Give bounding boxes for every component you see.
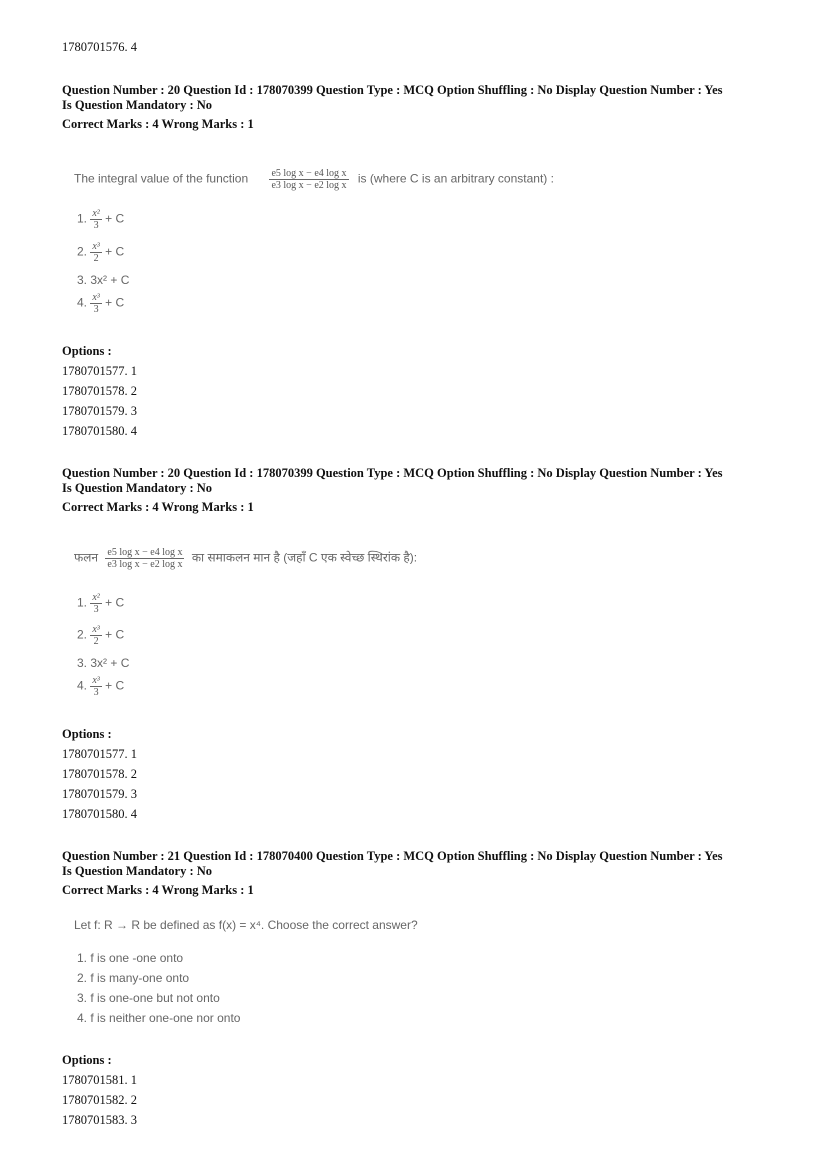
- option-line: 1780701579. 3: [62, 404, 137, 418]
- option-line: 1780701582. 2: [62, 1093, 137, 1107]
- answer-choice-2: 2. $\frac{\text{x³}}{2}$ + C: [77, 241, 125, 264]
- option-line: 1780701579. 3: [62, 787, 137, 801]
- question-mandatory: Is Question Mandatory : No: [62, 864, 213, 878]
- question-text: फलन $\frac{\text{e5 log x − e4 log x}}{\text{e3 log x − e2 log x}}$ का समाकलन मान है (जहाँ C एक स्वेच्छ स्थिरांक है):: [74, 547, 418, 570]
- question-marks: Correct Marks : 4 Wrong Marks : 1: [62, 117, 254, 131]
- options-label: Options :: [62, 727, 112, 741]
- option-line: 1780701578. 2: [62, 767, 137, 781]
- answer-choice-2: 2. $\frac{\text{x³}}{2}$ + C: [77, 624, 125, 647]
- option-line: 1780701583. 3: [62, 1113, 137, 1127]
- function-fraction: $\frac{\text{e5 log x − e4 log x}}{\text{e3 log x − e2 log x}}$: [107, 547, 183, 570]
- question-header: Question Number : 20 Question Id : 178070399 Question Type : MCQ Option Shuffling : No Display Question Number : Yes: [62, 466, 723, 480]
- answer-choice-2: 2. f is many-one onto: [77, 971, 190, 985]
- answer-choice-4: 4. $\frac{\text{x³}}{3}$ + C: [77, 292, 125, 315]
- option-line: 1780701580. 4: [62, 424, 137, 438]
- option-line: 1780701580. 4: [62, 807, 137, 821]
- option-line: 1780701577. 1: [62, 747, 137, 761]
- answer-choice-3: 3. 3x² + C: [77, 273, 130, 287]
- answer-choice-1: 1. $\frac{\text{x²}}{3}$ + C: [77, 592, 125, 615]
- question-mandatory: Is Question Mandatory : No: [62, 481, 213, 495]
- option-line: 1780701576. 4: [62, 40, 137, 54]
- option-line: 1780701577. 1: [62, 364, 137, 378]
- function-fraction: $\frac{\text{e5 log x − e4 log x}}{\text{e3 log x − e2 log x}}$: [271, 168, 347, 191]
- answer-choice-3: 3. f is one-one but not onto: [77, 991, 220, 1005]
- answer-choice-4: 4. f is neither one-one nor onto: [77, 1011, 241, 1025]
- answer-choice-1: 1. $\frac{\text{x²}}{3}$ + C: [77, 208, 125, 231]
- option-line: 1780701581. 1: [62, 1073, 137, 1087]
- question-header: Question Number : 20 Question Id : 178070399 Question Type : MCQ Option Shuffling : No Display Question Number : Yes: [62, 83, 723, 97]
- question-text: The integral value of the function $\frac{\text{e5 log x − e4 log x}}{\text{e3 log x − e2 log x}}$ is (where C is an arbitrary constant) :: [74, 168, 554, 191]
- answer-choice-3: 3. 3x² + C: [77, 656, 130, 670]
- question-marks: Correct Marks : 4 Wrong Marks : 1: [62, 500, 254, 514]
- question-text: Let f: R → R be defined as f(x) = x⁴. Choose the correct answer?: [74, 918, 418, 932]
- answer-choice-1: 1. f is one -one onto: [77, 951, 184, 965]
- option-line: 1780701578. 2: [62, 384, 137, 398]
- options-label: Options :: [62, 1053, 112, 1067]
- question-marks: Correct Marks : 4 Wrong Marks : 1: [62, 883, 254, 897]
- options-label: Options :: [62, 344, 112, 358]
- question-mandatory: Is Question Mandatory : No: [62, 98, 213, 112]
- answer-choice-4: 4. $\frac{\text{x³}}{3}$ + C: [77, 675, 125, 698]
- question-header: Question Number : 21 Question Id : 178070400 Question Type : MCQ Option Shuffling : No Display Question Number : Yes: [62, 849, 723, 863]
